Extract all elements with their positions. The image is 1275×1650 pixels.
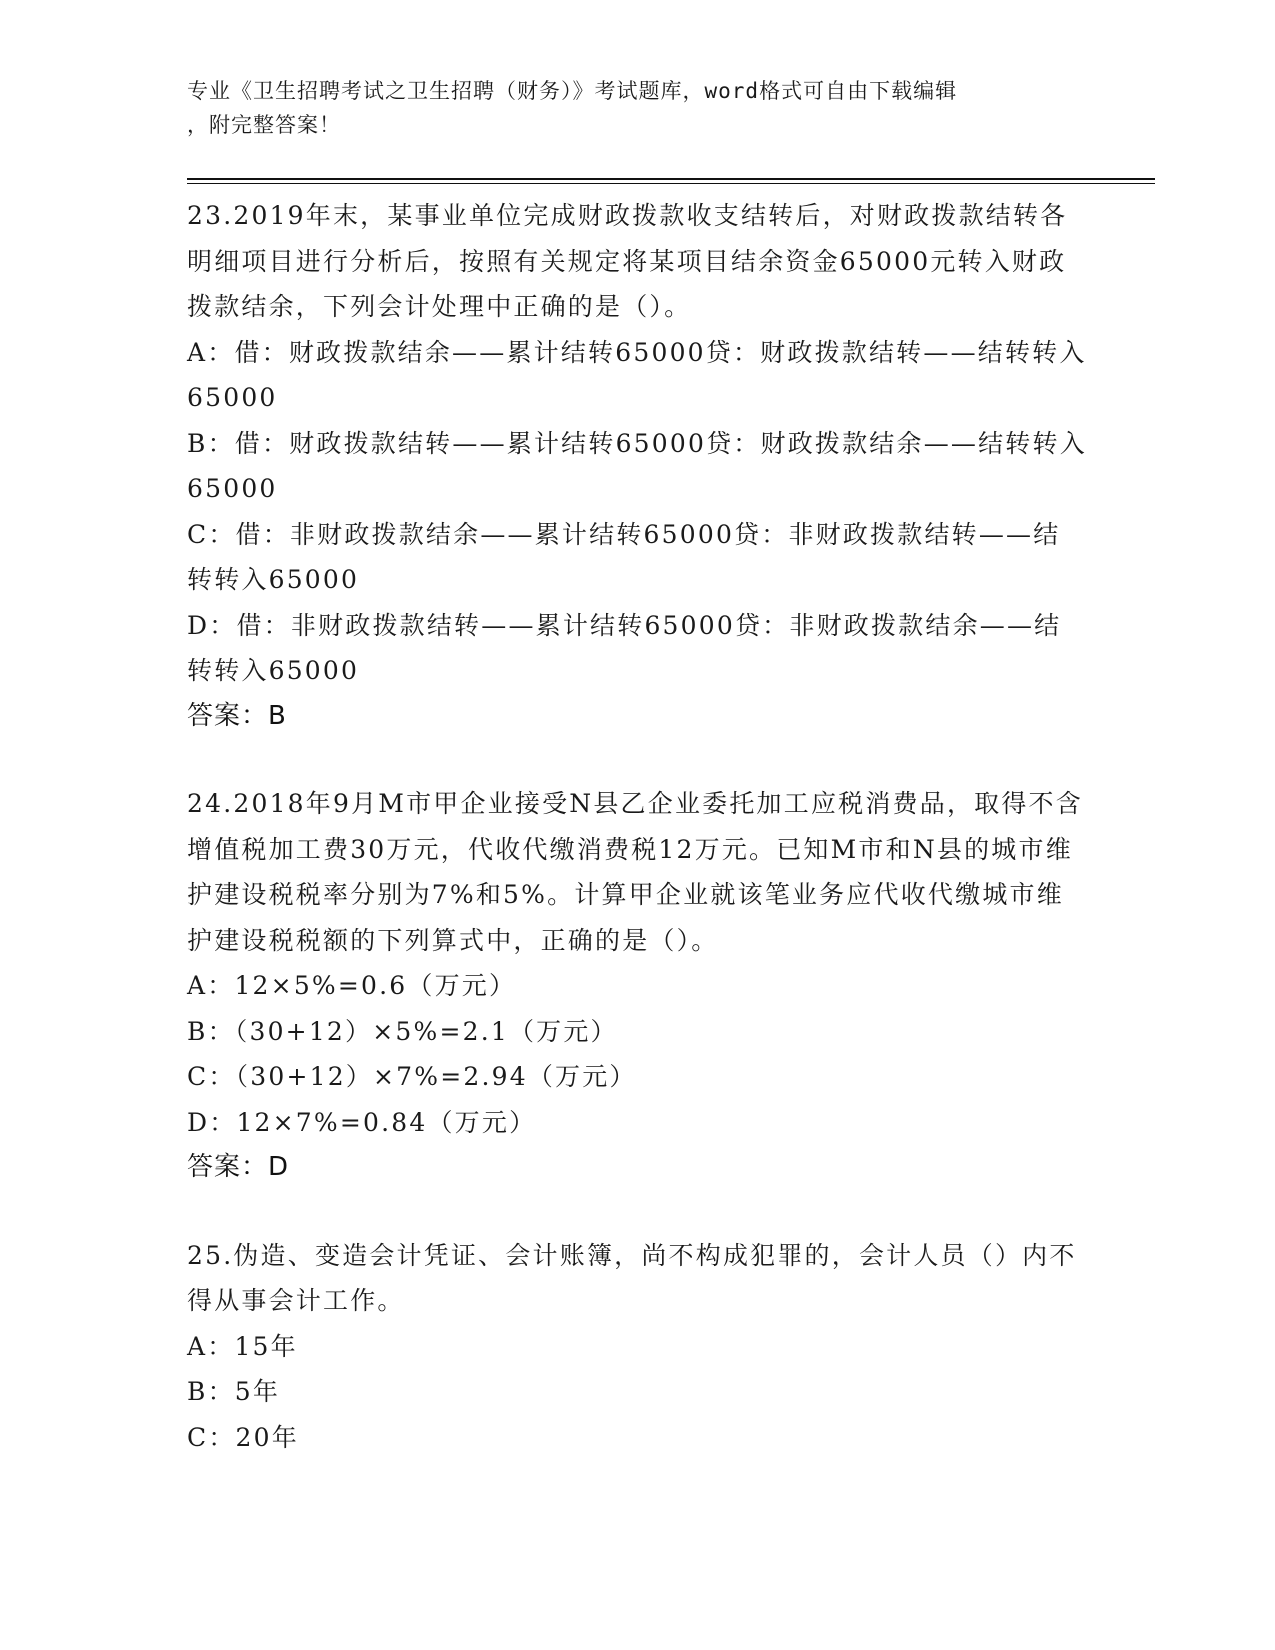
header-line-2: ，附完整答案！ bbox=[187, 113, 341, 137]
option-b: B：（30+12）×5%=2.1（万元） bbox=[187, 1016, 618, 1046]
option-a: A：借：财政拨款结余——累计结转65000贷：财政拨款结转——结转转入65000 bbox=[187, 337, 1087, 412]
header-divider-thin bbox=[187, 183, 1155, 184]
question-stem: 23.2019年末，某事业单位完成财政拨款收支结转后，对财政拨款结转各明细项目进行分析后，按照有关规定将某项目结余资金65000元转入财政拨款结余，下列会计处理中正确的是（）。 bbox=[187, 201, 1068, 321]
option-c: C：（30+12）×7%=2.94（万元） bbox=[187, 1062, 637, 1091]
option-b: B：5年 bbox=[187, 1377, 281, 1406]
question-spacer bbox=[187, 739, 1087, 781]
option-c: C：20年 bbox=[187, 1422, 299, 1452]
question-24 bbox=[187, 781, 1087, 1191]
question-25 bbox=[187, 1233, 1087, 1461]
option-a: A：12×5%=0.6（万元） bbox=[187, 971, 517, 1000]
document-header bbox=[187, 74, 1087, 142]
option-c: C：借：非财政拨款结余——累计结转65000贷：非财政拨款结转——结转转入65000 bbox=[187, 519, 1061, 594]
question-stem: 25.伪造、变造会计凭证、会计账簿，尚不构成犯罪的，会计人员（）内不得从事会计工作。 bbox=[187, 1240, 1077, 1315]
option-a: A：15年 bbox=[187, 1331, 298, 1361]
question-stem: 24.2018年9月M市甲企业接受N县乙企业委托加工应税消费品，取得不含增值税加工费30万元，代收代缴消费税12万元。已知M市和N县的城市维护建设税税率分别为7%和5%。计算甲企业就该笔业务应代收代缴城市维护建设税税额的下列算式中，正确的是（）。 bbox=[187, 789, 1083, 955]
option-b: B：借：财政拨款结转——累计结转65000贷：财政拨款结余——结转转入65000 bbox=[187, 428, 1087, 503]
answer-key: 答案：D bbox=[187, 1152, 290, 1182]
header-divider-thick bbox=[187, 178, 1155, 180]
option-d: D：12×7%=0.84（万元） bbox=[187, 1107, 537, 1137]
option-d: D：借：非财政拨款结转——累计结转65000贷：非财政拨款结余——结转转入65000 bbox=[187, 610, 1062, 685]
question-23 bbox=[187, 193, 1087, 739]
header-line-1: 专业《卫生招聘考试之卫生招聘（财务）》考试题库，word格式可自由下载编辑 bbox=[187, 79, 958, 103]
question-list bbox=[187, 193, 1087, 1460]
answer-key: 答案：B bbox=[187, 700, 287, 731]
question-spacer bbox=[187, 1191, 1087, 1233]
